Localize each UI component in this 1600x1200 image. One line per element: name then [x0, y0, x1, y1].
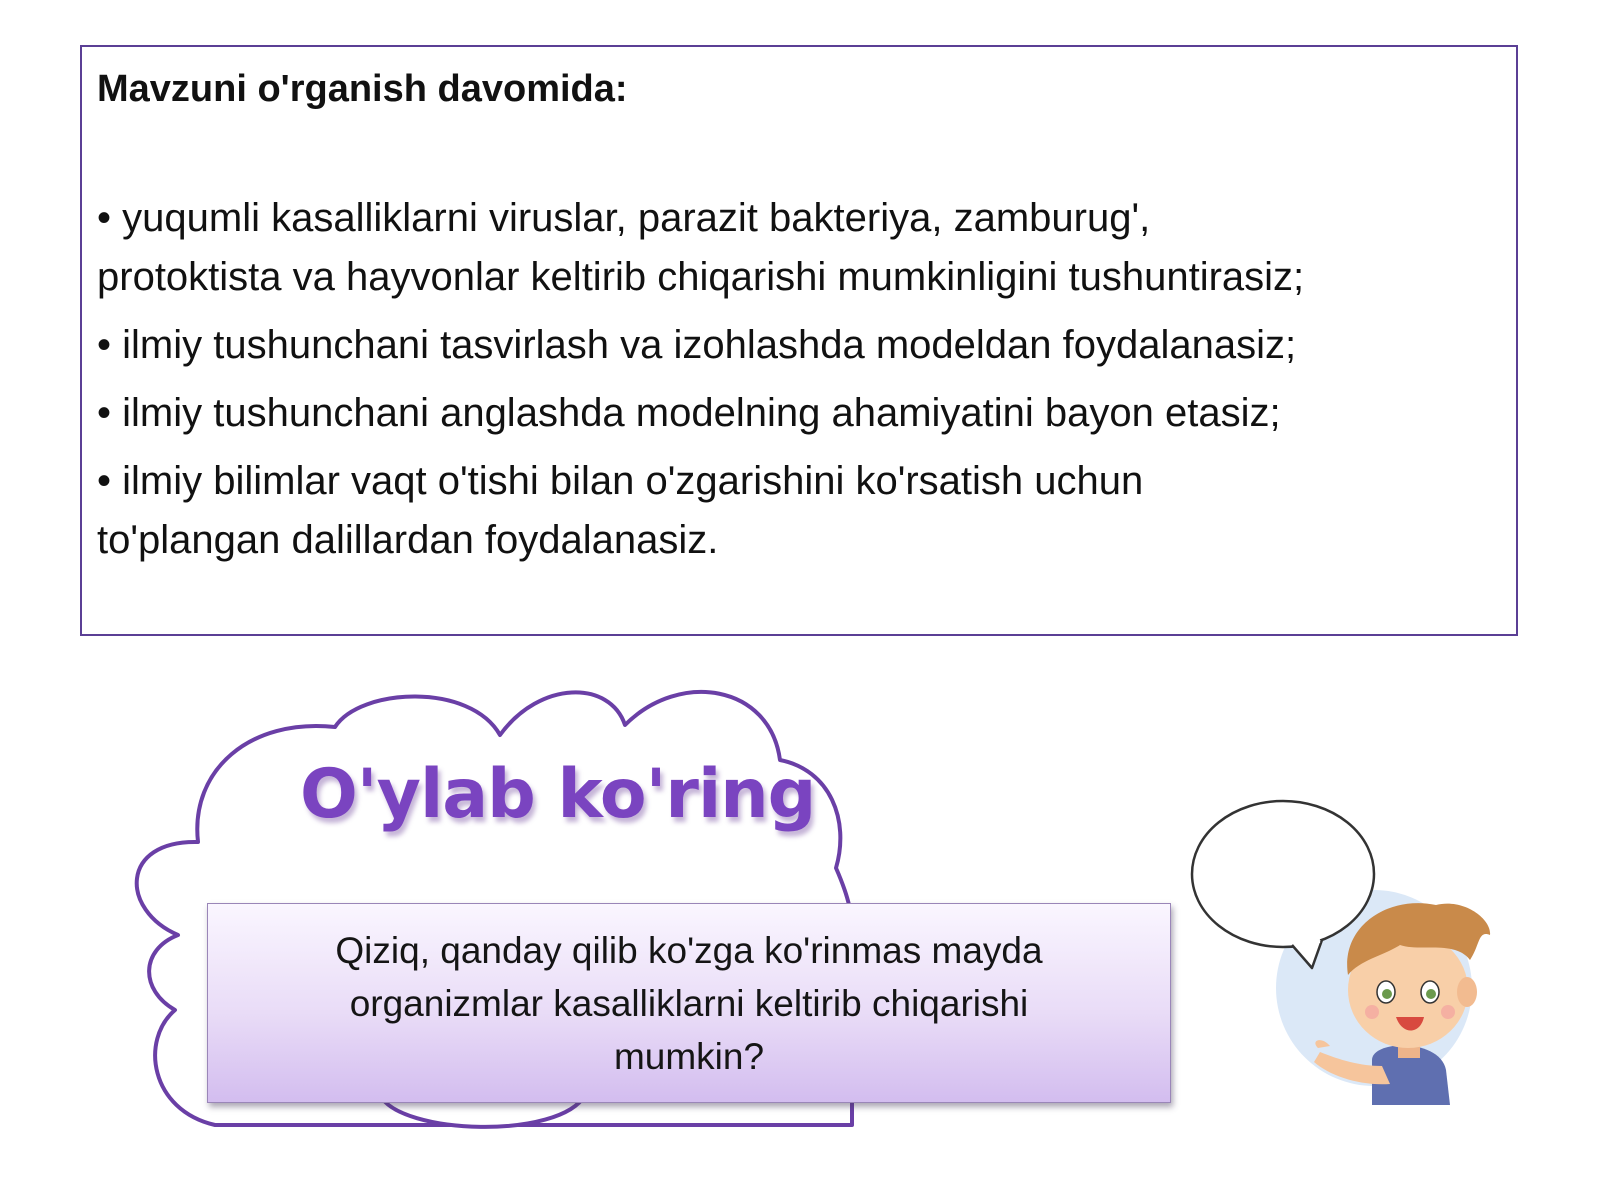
- bullet: •: [97, 196, 112, 240]
- objective-text-3: ilmiy tushunchani anglashda modelning ahamiyatini bayon etasiz;: [122, 391, 1281, 435]
- objective-text-2: ilmiy tushunchani tasvirlash va izohlashda modeldan foydalanasiz;: [122, 323, 1297, 367]
- objectives-list: [97, 189, 1500, 570]
- objectives-heading: Mavzuni o'rganish davomida:: [97, 68, 628, 110]
- objective-text-1: yuqumli kasalliklarni viruslar, parazit bakteriya, zamburug', protoktista va hayvonlar keltirib chiqarishi mumkinligini tushuntirasiz;: [97, 196, 1305, 299]
- objective-item-1: [97, 189, 1500, 307]
- objective-text-4: ilmiy bilimlar vaqt o'tishi bilan o'zgarishini ko'rsatish uchun to'plangan dalillardan foydalanasiz.: [97, 459, 1144, 562]
- objective-item-2: [97, 316, 1500, 375]
- bullet: •: [97, 459, 112, 503]
- question-box: [207, 903, 1171, 1103]
- think-title: O'ylab ko'ring: [300, 755, 816, 834]
- objective-item-4: [97, 452, 1500, 570]
- bullet: •: [97, 391, 112, 435]
- bullet: •: [97, 323, 112, 367]
- question-text: Qiziq, qanday qilib ko'zga ko'rinmas mayda organizmlar kasalliklarni keltirib chiqarishi mumkin?: [335, 929, 1043, 1077]
- objectives-box: [80, 45, 1518, 636]
- objective-item-3: [97, 384, 1500, 443]
- boy-character-icon: [1180, 790, 1510, 1110]
